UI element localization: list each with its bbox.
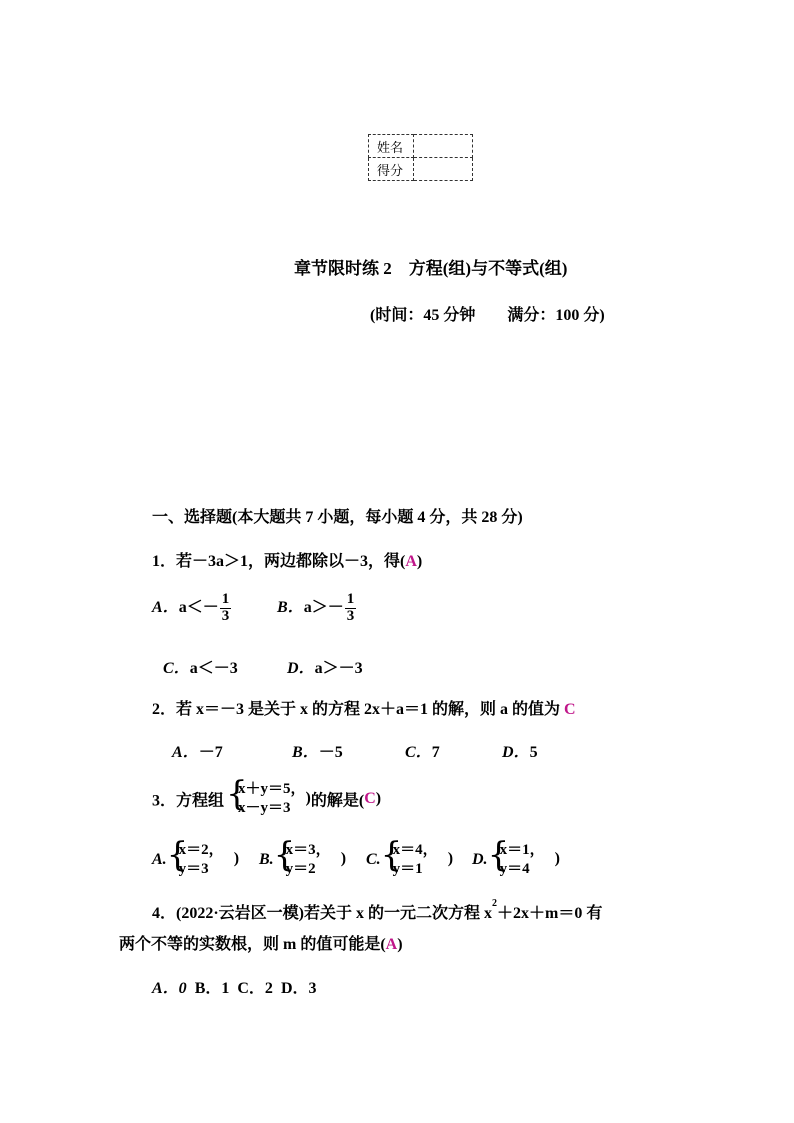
option-label: B. <box>259 850 274 868</box>
equation-system: { x＋y＝5， x－y＝3 <box>226 774 306 816</box>
fraction-numerator: 1 <box>346 591 355 607</box>
question-3-answer: C <box>364 789 376 807</box>
equation-system: { x＝1， y＝4 <box>487 835 545 877</box>
fraction-numerator: 1 <box>221 591 230 607</box>
equation-system: { x＝2， y＝3 <box>166 835 224 877</box>
question-4-option-c: C．2 <box>237 980 273 997</box>
question-1-option-d <box>287 655 363 678</box>
option-text: －5 <box>318 744 343 761</box>
question-4-options <box>152 975 317 998</box>
question-1-close: ) <box>416 553 423 570</box>
equation-row: y＝2 <box>285 860 316 877</box>
option-label: C． <box>163 660 190 677</box>
question-1-option-b <box>277 592 357 625</box>
equation-system: { x＝4， y＝1 <box>380 835 438 877</box>
equation-row: x＝4， <box>392 842 438 858</box>
option-text: a＜－3 <box>189 660 238 677</box>
option-label: D. <box>472 850 488 868</box>
question-2-answer: C <box>564 701 576 718</box>
equation-row: y＝3 <box>178 860 209 877</box>
option-text: 7 <box>431 744 440 761</box>
name-label: 姓名 <box>369 135 414 158</box>
question-1-option-c <box>163 655 238 678</box>
option-text: －7 <box>198 744 223 761</box>
option-text: a＞－ <box>303 598 344 616</box>
fraction-denominator: 3 <box>346 607 355 624</box>
option-text: 5 <box>529 744 538 761</box>
option-text: a＜－ <box>178 598 219 616</box>
question-2-option-d <box>502 739 538 762</box>
question-3-option-a: A. { x＝2， y＝3 ) <box>152 835 240 877</box>
question-2-option-c <box>405 739 440 762</box>
option-label: D． <box>287 660 315 677</box>
option-text: a＞－3 <box>314 660 363 677</box>
option-label: A． <box>172 744 199 761</box>
question-3-option-b: B. { x＝3， y＝2 ) <box>259 835 347 877</box>
equation-row: x＋y＝5， <box>238 781 306 797</box>
question-4-text: 4．(2022·云岩区一模)若关于 x 的一元二次方程 x <box>152 905 492 922</box>
question-1-stem <box>152 548 422 571</box>
question-4-text-cont: ＋2x＋m＝0 有 <box>497 905 603 922</box>
fraction-denominator: 3 <box>221 607 230 624</box>
question-4-answer: A <box>385 936 398 953</box>
equation-row: x＝3， <box>285 842 331 858</box>
equation-row: x－y＝3 <box>238 799 291 816</box>
question-4-text-line2: 两个不等的实数根，则 m 的值可能是( <box>119 936 386 953</box>
option-label: A. <box>152 850 167 868</box>
question-1-text: 1．若－3a＞1，两边都除以－3，得( <box>152 553 406 570</box>
fraction <box>220 592 232 625</box>
option-label: A． <box>152 598 179 616</box>
fraction <box>345 592 357 625</box>
time-score-meta: (时间：45 分钟 满分：100 分) <box>370 307 605 324</box>
question-3-text: 3．方程组 <box>152 792 225 810</box>
question-2-option-a <box>172 739 223 762</box>
question-3-close: ) <box>375 789 382 807</box>
equation-row: y＝1 <box>392 860 423 877</box>
option-label: B． <box>277 598 304 616</box>
question-2-option-b <box>292 739 343 762</box>
question-3-option-d: D. { x＝1， y＝4 ) <box>472 835 560 877</box>
question-2-text: 2．若 x＝－3 是关于 x 的方程 2x＋a＝1 的解，则 a 的值为 <box>152 701 565 718</box>
section-heading: 一、选择题(本大题共 7 小题，每小题 4 分，共 28 分) <box>152 509 523 526</box>
superscript: 2 <box>492 898 497 909</box>
name-score-box <box>368 134 473 181</box>
question-4-option-b: B．1 <box>194 980 230 997</box>
name-field[interactable] <box>414 135 473 158</box>
question-2-stem <box>152 696 576 719</box>
option-label: B． <box>292 744 319 761</box>
question-4-close: ) <box>397 936 403 953</box>
equation-row: y＝4 <box>499 860 530 877</box>
option-label: C． <box>405 744 432 761</box>
question-4-option-a: A．0 <box>152 980 187 997</box>
option-label: D． <box>502 744 530 761</box>
score-label: 得分 <box>369 158 414 181</box>
equation-system: { x＝3， y＝2 <box>273 835 331 877</box>
page-title: 章节限时练 2 方程(组)与不等式(组) <box>294 259 568 278</box>
question-3-option-c: C. { x＝4， y＝1 ) <box>366 835 454 877</box>
question-4-option-d: D．3 <box>280 980 317 997</box>
equation-row: x＝2， <box>178 842 224 858</box>
question-3-text-mid: 的解是( <box>310 792 365 810</box>
question-1-option-a <box>152 592 232 625</box>
question-1-answer: A <box>405 553 417 570</box>
equation-row: x＝1， <box>499 842 545 858</box>
question-4-stem-line1 <box>152 900 602 923</box>
score-field[interactable] <box>414 158 473 181</box>
question-3-stem: 3．方程组 { x＋y＝5， x－y＝3 )的解是(C) <box>152 774 382 816</box>
question-4-stem-line2 <box>119 931 403 954</box>
option-label: C. <box>366 850 381 868</box>
